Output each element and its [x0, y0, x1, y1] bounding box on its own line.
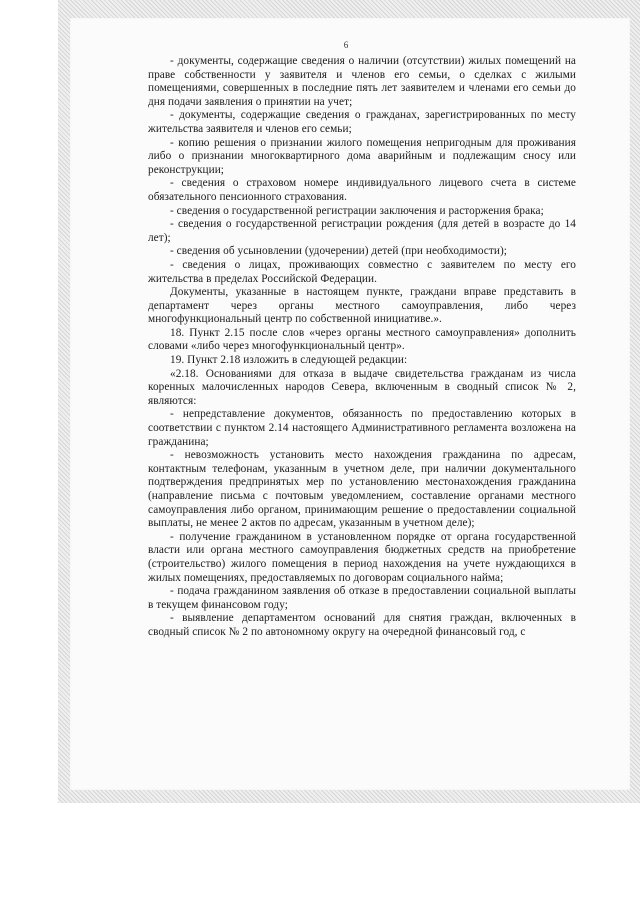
- paragraph: 19. Пункт 2.18 изложить в следующей редакции:: [170, 354, 408, 367]
- paragraph: - копию решения о признании жилого помещения непригодным для проживания либо о признании многоквартирного дома аварийным и подлежащим сносу или реконструкции;: [148, 136, 576, 176]
- paragraph: - документы, содержащие сведения о гражданах, зарегистрированных по месту жительства заявителя и членов его семьи;: [148, 109, 576, 135]
- document-body: [148, 55, 576, 640]
- paragraph: - сведения о государственной регистрации заключения и расторжения брака;: [170, 204, 544, 217]
- paragraph: «2.18. Основаниями для отказа в выдаче свидетельства гражданам из числа коренных малочисленных народов Севера, включенным в сводный список № 2, являются:: [148, 367, 576, 407]
- page-number: 6: [343, 40, 349, 50]
- paragraph: - получение гражданином в установленном порядке от органа государственной власти или органа местного самоуправления бюджетных средств на приобретение (строительство) жилого помещения в период нахождения на учете нуждающихся в жилых помещениях, предоставляемых по договорам социального найма;: [148, 530, 576, 584]
- paragraph: - невозможность установить место нахождения гражданина по адресам, контактным телефонам, указанным в учетном деле, при наличии документального подтверждения предпринятых мер по установлению местонахождения гражданина (направление письма с почтовым уведомлением, составление органами местного самоуправления либо органом, принимающим решение о предоставлении социальной выплаты, не менее 2 актов по адресам, указанным в учетном деле);: [148, 449, 576, 530]
- paragraph: - непредставление документов, обязанность по предоставлению которых в соответствии с пунктом 2.14 настоящего Административного регламента возложена на гражданина;: [148, 408, 576, 448]
- paragraph: - сведения о страховом номере индивидуального лицевого счета в системе обязательного пенсионного страхования.: [148, 177, 576, 203]
- paragraph: - документы, содержащие сведения о наличии (отсутствии) жилых помещений на праве собственности у заявителя и членов его семьи, о сделках с жилыми помещениями, совершенных в последние пять лет заявителем и членами его семьи до дня подачи заявления о принятии на учет;: [148, 55, 576, 108]
- paragraph: - сведения о государственной регистрации рождения (для детей в возрасте до 14 лет);: [148, 218, 576, 244]
- paragraph: - подача гражданином заявления об отказе в предоставлении социальной выплаты в текущем финансовом году;: [148, 585, 576, 611]
- paragraph: 18. Пункт 2.15 после слов «через органы местного самоуправления» дополнить словами «либо через многофункциональный центр».: [148, 326, 576, 353]
- paragraph: - сведения о лицах, проживающих совместно с заявителем по месту его жительства в пределах Российской Федерации.: [148, 258, 576, 285]
- paragraph: Документы, указанные в настоящем пункте, граждани вправе представить в департамент через органы местного самоуправления, либо через многофункциональный центр по собственной инициативе.».: [148, 286, 576, 326]
- paragraph: - выявление департаментом оснований для снятия граждан, включенных в сводный список № 2 по автономному округу на очередной финансовый год, с: [148, 612, 576, 638]
- paragraph: - сведения об усыновлении (удочерении) детей (при необходимости);: [170, 245, 507, 258]
